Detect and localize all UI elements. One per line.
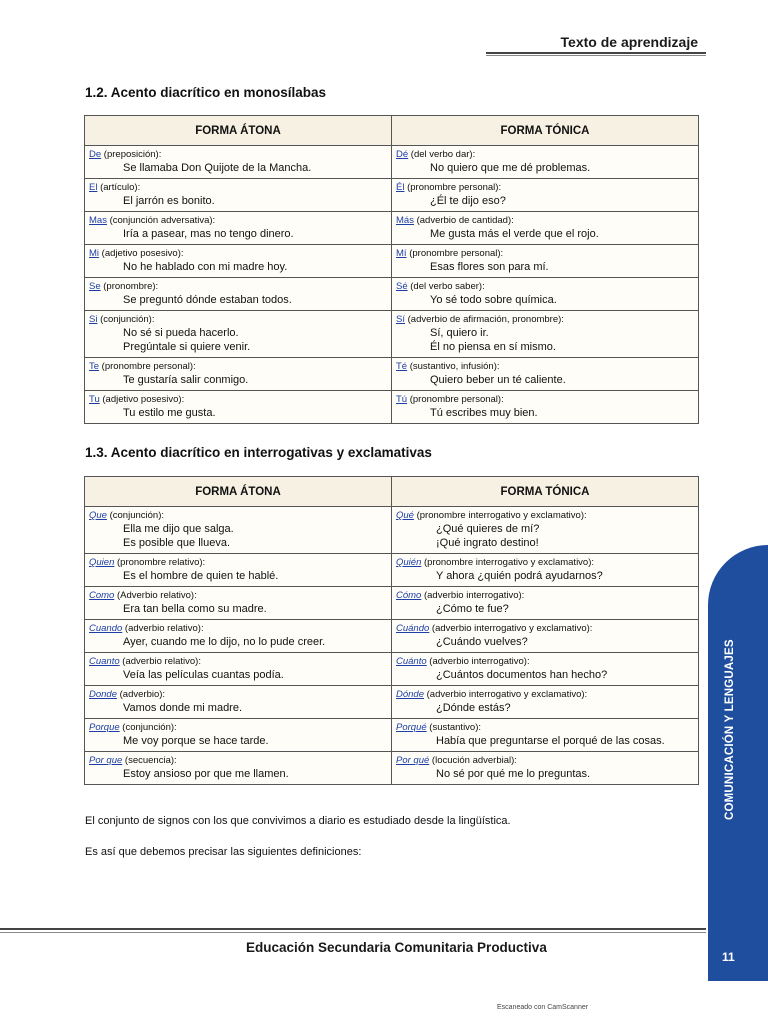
entry-description: (pronombre interrogativo y exclamativo): <box>421 557 595 568</box>
entry-description: (artículo): <box>97 182 141 193</box>
example-sentence: Tú escribes muy bien. <box>430 407 538 419</box>
entry-label <box>396 280 693 293</box>
entry-word: Que <box>89 510 107 521</box>
entry-word: Mí <box>396 248 407 259</box>
cell-tonica <box>392 620 699 653</box>
example-sentence: No sé si pueda hacerlo. <box>123 327 239 339</box>
table-row <box>85 587 699 620</box>
entry-description: (adverbio): <box>117 689 166 700</box>
example-sentence: Iría a pasear, mas no tengo dinero. <box>123 228 294 240</box>
entry-word: Cuándo <box>396 623 430 634</box>
entry-description: (del verbo dar): <box>408 149 476 160</box>
column-header-atona: FORMA ÁTONA <box>85 116 392 146</box>
cell-atona <box>85 653 392 686</box>
entry-label <box>396 556 693 569</box>
cell-tonica <box>392 686 699 719</box>
example-sentence: Sí, quiero ir. <box>430 327 489 339</box>
example-sentence: Me gusta más el verde que el rojo. <box>430 228 599 240</box>
cell-tonica <box>392 653 699 686</box>
entry-word: Te <box>89 361 100 372</box>
entry-label <box>89 148 386 161</box>
entry-label <box>396 181 693 194</box>
entry-description: (preposición): <box>101 149 162 160</box>
cell-tonica <box>392 507 699 554</box>
entry-word: Porque <box>89 722 120 733</box>
entry-description: (secuencia): <box>122 755 177 766</box>
entry-description: (pronombre personal): <box>407 394 504 405</box>
entry-label <box>89 754 386 767</box>
entry-word: De <box>89 149 102 160</box>
footer-title: Educación Secundaria Comunitaria Productiva <box>246 940 547 955</box>
entry-description: (adjetivo posesivo): <box>99 394 185 405</box>
entry-label <box>89 655 386 668</box>
entry-description: (adverbio de cantidad): <box>413 215 514 226</box>
side-tab <box>708 545 768 981</box>
example-sentence: Y ahora ¿quién podrá ayudarnos? <box>436 570 603 582</box>
entry-label <box>89 181 386 194</box>
entry-label <box>396 721 693 734</box>
cell-atona <box>85 358 392 391</box>
cell-atona <box>85 146 392 179</box>
cell-tonica <box>392 554 699 587</box>
entry-label <box>89 393 386 406</box>
entry-label <box>89 509 386 522</box>
entry-word: Dónde <box>396 689 424 700</box>
entry-word: Cuánto <box>396 656 427 667</box>
entry-label <box>396 622 693 635</box>
entry-word: Cuanto <box>89 656 120 667</box>
entry-description: (conjunción): <box>106 510 164 521</box>
cell-tonica <box>392 311 699 358</box>
side-tab-label: COMUNICACIÓN Y LENGUAJES <box>724 639 736 820</box>
entry-word: Cuando <box>89 623 123 634</box>
entry-label <box>89 247 386 260</box>
entry-label <box>89 721 386 734</box>
example-sentence: Te gustaría salir conmigo. <box>123 374 249 386</box>
cell-atona <box>85 554 392 587</box>
cell-atona <box>85 752 392 785</box>
example-sentence: Ella me dijo que salga. <box>123 523 234 535</box>
example-sentence: Yo sé todo sobre química. <box>430 294 557 306</box>
entry-label <box>396 313 693 326</box>
cell-tonica <box>392 752 699 785</box>
header-title: Texto de aprendizaje <box>560 34 698 50</box>
entry-label <box>396 509 693 522</box>
entry-label <box>89 688 386 701</box>
entry-label <box>396 688 693 701</box>
entry-description: (pronombre): <box>100 281 159 292</box>
entry-label <box>396 754 693 767</box>
header-rule <box>486 52 706 54</box>
entry-word: Si <box>89 314 98 325</box>
example-sentence: Se llamaba Don Quijote de la Mancha. <box>123 162 312 174</box>
cell-atona <box>85 719 392 752</box>
example-sentence: Era tan bella como su madre. <box>123 603 267 615</box>
entry-description: (pronombre personal): <box>404 182 502 193</box>
entry-description: (pronombre relativo): <box>114 557 206 568</box>
table-row <box>85 358 699 391</box>
entry-description: (adjetivo posesivo): <box>99 248 184 259</box>
entry-description: (conjunción): <box>119 722 177 733</box>
section-title-monosilabas: 1.2. Acento diacrítico en monosílabas <box>85 85 327 100</box>
entry-description: (sustantivo, infusión): <box>407 361 500 372</box>
cell-tonica <box>392 391 699 424</box>
entry-description: (adverbio interrogativo): <box>426 656 530 667</box>
entry-description: (pronombre interrogativo y exclamativo): <box>413 510 587 521</box>
table-row <box>85 752 699 785</box>
page-number: 11 <box>722 950 735 964</box>
entry-label <box>89 280 386 293</box>
example-sentence: No sé por qué me lo preguntas. <box>436 768 591 780</box>
scanner-watermark: Escaneado con CamScanner <box>497 1004 589 1011</box>
section-title-interrogativas: 1.3. Acento diacrítico en interrogativas y exclamativas <box>85 445 432 460</box>
entry-label <box>396 360 693 373</box>
cell-atona <box>85 278 392 311</box>
paragraph: El conjunto de signos con los que convivimos a diario es estudiado desde la lingüística. <box>85 815 511 827</box>
table-row <box>85 719 699 752</box>
cell-atona <box>85 620 392 653</box>
entry-description: (adverbio interrogativo): <box>421 590 525 601</box>
entry-label <box>89 622 386 635</box>
column-header-tonica: FORMA TÓNICA <box>392 477 699 507</box>
entry-description: (conjunción): <box>97 314 155 325</box>
cell-atona <box>85 686 392 719</box>
header-rule-thin <box>486 55 706 56</box>
entry-word: Por que <box>89 755 123 766</box>
entry-word: Cómo <box>396 590 422 601</box>
entry-word: Más <box>396 215 414 226</box>
example-sentence: Ayer, cuando me lo dijo, no lo pude creer. <box>123 636 326 648</box>
cell-tonica <box>392 358 699 391</box>
entry-word: Mi <box>89 248 100 259</box>
example-sentence: ¡Qué ingrato destino! <box>436 537 539 549</box>
example-sentence: Pregúntale si quiere venir. <box>123 341 251 353</box>
example-sentence: ¿Cuántos documentos han hecho? <box>436 669 608 681</box>
table-row <box>85 554 699 587</box>
example-sentence: ¿Dónde estás? <box>436 702 511 714</box>
paragraph: Es así que debemos precisar las siguientes definiciones: <box>85 846 362 858</box>
entry-description: (del verbo saber): <box>407 281 485 292</box>
cell-tonica <box>392 212 699 245</box>
table-row <box>85 311 699 358</box>
example-sentence: ¿Cuándo vuelves? <box>436 636 528 648</box>
table-row <box>85 278 699 311</box>
table-row <box>85 146 699 179</box>
entry-description: (sustantivo): <box>426 722 482 733</box>
entry-word: Él <box>396 182 405 193</box>
cell-atona <box>85 212 392 245</box>
table-row <box>85 686 699 719</box>
entry-word: Tú <box>396 394 408 405</box>
entry-label <box>396 393 693 406</box>
entry-word: Quien <box>89 557 115 568</box>
entry-label <box>89 589 386 602</box>
table-row <box>85 179 699 212</box>
entry-description: (pronombre personal): <box>406 248 504 259</box>
example-sentence: Había que preguntarse el porqué de las cosas. <box>436 735 665 747</box>
entry-word: Como <box>89 590 115 601</box>
cell-tonica <box>392 278 699 311</box>
entry-word: Qué <box>396 510 414 521</box>
example-sentence: Quiero beber un té caliente. <box>430 374 566 386</box>
entry-word: Donde <box>89 689 117 700</box>
entry-word: El <box>89 182 98 193</box>
entry-label <box>396 214 693 227</box>
entry-word: Quién <box>396 557 422 568</box>
table-row <box>85 507 699 554</box>
entry-word: Porqué <box>396 722 427 733</box>
entry-label <box>396 247 693 260</box>
entry-word: Tu <box>89 394 100 405</box>
entry-description: (adverbio relativo): <box>122 623 204 634</box>
entry-word: Se <box>89 281 101 292</box>
example-sentence: Vamos donde mi madre. <box>123 702 243 714</box>
entry-word: Té <box>396 361 408 372</box>
example-sentence: No he hablado con mi madre hoy. <box>123 261 288 273</box>
entry-description: (conjunción adversativa): <box>106 215 216 226</box>
example-sentence: No quiero que me dé problemas. <box>430 162 591 174</box>
cell-tonica <box>392 719 699 752</box>
cell-atona <box>85 311 392 358</box>
cell-atona <box>85 507 392 554</box>
cell-tonica <box>392 146 699 179</box>
entry-word: Por qué <box>396 755 430 766</box>
column-header-atona: FORMA ÁTONA <box>85 477 392 507</box>
entry-word: Dé <box>396 149 409 160</box>
entry-description: (adverbio de afirmación, pronombre): <box>404 314 564 325</box>
interrogativas-table <box>84 476 699 785</box>
cell-atona <box>85 179 392 212</box>
footer-rule <box>0 928 706 930</box>
table-row <box>85 245 699 278</box>
entry-label <box>89 360 386 373</box>
table-row <box>85 391 699 424</box>
example-sentence: Se preguntó dónde estaban todos. <box>123 294 292 306</box>
example-sentence: Es posible que llueva. <box>123 537 231 549</box>
cell-tonica <box>392 179 699 212</box>
entry-description: (Adverbio relativo): <box>114 590 197 601</box>
cell-atona <box>85 245 392 278</box>
example-sentence: Esas flores son para mí. <box>430 261 549 273</box>
entry-description: (locución adverbial): <box>429 755 517 766</box>
entry-word: Sé <box>396 281 408 292</box>
cell-tonica <box>392 245 699 278</box>
table-row <box>85 620 699 653</box>
entry-label <box>396 589 693 602</box>
cell-atona <box>85 587 392 620</box>
example-sentence: ¿Él te dijo eso? <box>430 195 506 207</box>
entry-word: Mas <box>89 215 107 226</box>
example-sentence: El jarrón es bonito. <box>123 195 215 207</box>
entry-description: (pronombre personal): <box>99 361 196 372</box>
example-sentence: ¿Qué quieres de mí? <box>436 523 540 535</box>
footer-rule-thin <box>0 932 706 933</box>
example-sentence: Tu estilo me gusta. <box>123 407 216 419</box>
entry-label <box>396 655 693 668</box>
entry-label <box>89 313 386 326</box>
entry-description: (adverbio interrogativo y exclamativo): <box>424 689 588 700</box>
example-sentence: Es el hombre de quien te hablé. <box>123 570 279 582</box>
table-row <box>85 653 699 686</box>
entry-description: (adverbio interrogativo y exclamativo): <box>429 623 593 634</box>
example-sentence: Estoy ansioso por que me llamen. <box>123 768 289 780</box>
example-sentence: Veía las películas cuantas podía. <box>123 669 284 681</box>
entry-label <box>89 214 386 227</box>
table-row <box>85 212 699 245</box>
cell-tonica <box>392 587 699 620</box>
entry-description: (adverbio relativo): <box>119 656 201 667</box>
example-sentence: Él no piensa en sí mismo. <box>430 341 556 353</box>
monosilabas-table <box>84 115 699 424</box>
entry-word: Sí <box>396 314 405 325</box>
example-sentence: ¿Cómo te fue? <box>436 603 509 615</box>
example-sentence: Me voy porque se hace tarde. <box>123 735 269 747</box>
column-header-tonica: FORMA TÓNICA <box>392 116 699 146</box>
entry-label <box>89 556 386 569</box>
cell-atona <box>85 391 392 424</box>
entry-label <box>396 148 693 161</box>
